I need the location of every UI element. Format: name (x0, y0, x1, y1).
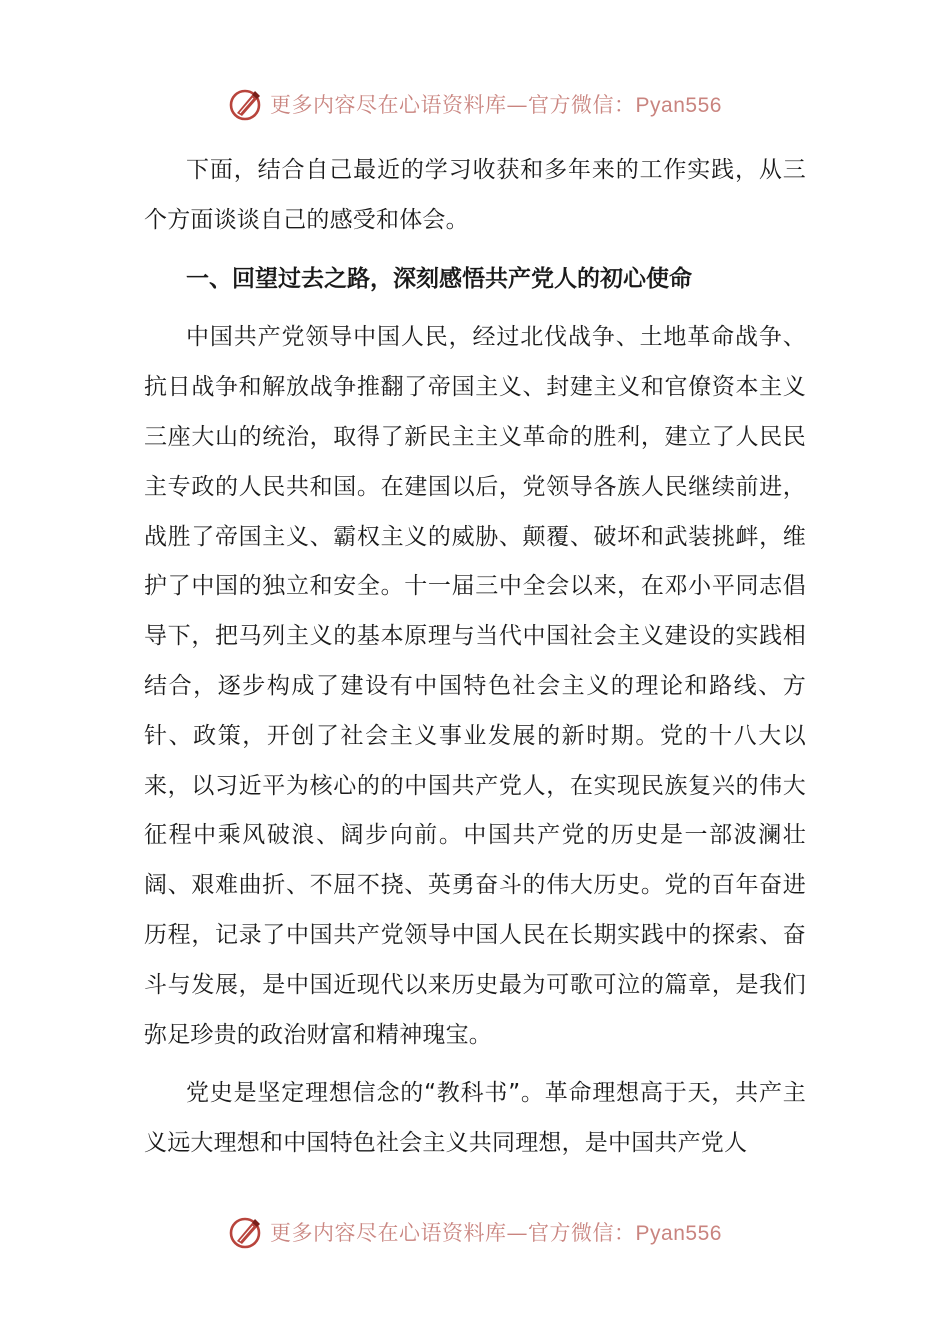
section-heading: 一、回望过去之路，深刻感悟共产党人的初心使命 (186, 265, 692, 292)
watermark-text: 更多内容尽在心语资料库—官方微信：Pyan556 (270, 93, 722, 117)
wechat-id: Pyan556 (635, 1222, 722, 1245)
watermark-text: 更多内容尽在心语资料库—官方微信：Pyan556 (270, 1221, 722, 1245)
body-paragraph: 中国共产党领导中国人民，经过北伐战争、土地革命战争、抗日战争和解放战争推翻了帝国主义、封建主义和官僚资本主义三座大山的统治，取得了新民主主义革命的胜利，建立了人民民主专政的人民共和国。在建国以后，党领导各族人民继续前进，战胜了帝国主义、霸权主义的威胁、颠覆、破坏和武装挑衅，维护了中国的独立和安全。十一届三中全会以来，在邓小平同志倡导下，把马列主义的基本原理与当代中国社会主义建设的实践相结合，逐步构成了建设有中国特色社会主义的理论和路线、方针、政策，开创了社会主义事业发展的新时期。党的十八大以来，以习近平为核心的的中国共产党人，在实现民族复兴的伟大征程中乘风破浪、阔步向前。中国共产党的历史是一部波澜壮阔、艰难曲折、不屈不挠、英勇奋斗的伟大历史。党的百年奋进历程，记录了中国共产党领导中国人民在长期实践中的探索、奋斗与发展，是中国近现代以来历史最为可歌可泣的篇章，是我们弥足珍贵的政治财富和精神瑰宝。 (144, 324, 806, 1048)
body-paragraph: 党史是坚定理想信念的“教科书”。革命理想高于天，共产主义远大理想和中国特色社会主义共同理想，是中国共产党人 (144, 1080, 806, 1157)
intro-paragraph: 下面，结合自己最近的学习收获和多年来的工作实践，从三个方面谈谈自己的感受和体会。 (144, 157, 806, 233)
watermark-banner-top (0, 84, 950, 124)
document-body (144, 146, 806, 1178)
pen-nib-circle-icon (228, 86, 264, 122)
pen-nib-circle-icon (228, 1214, 264, 1250)
wechat-id: Pyan556 (635, 94, 722, 117)
watermark-banner-bottom (0, 1212, 950, 1252)
